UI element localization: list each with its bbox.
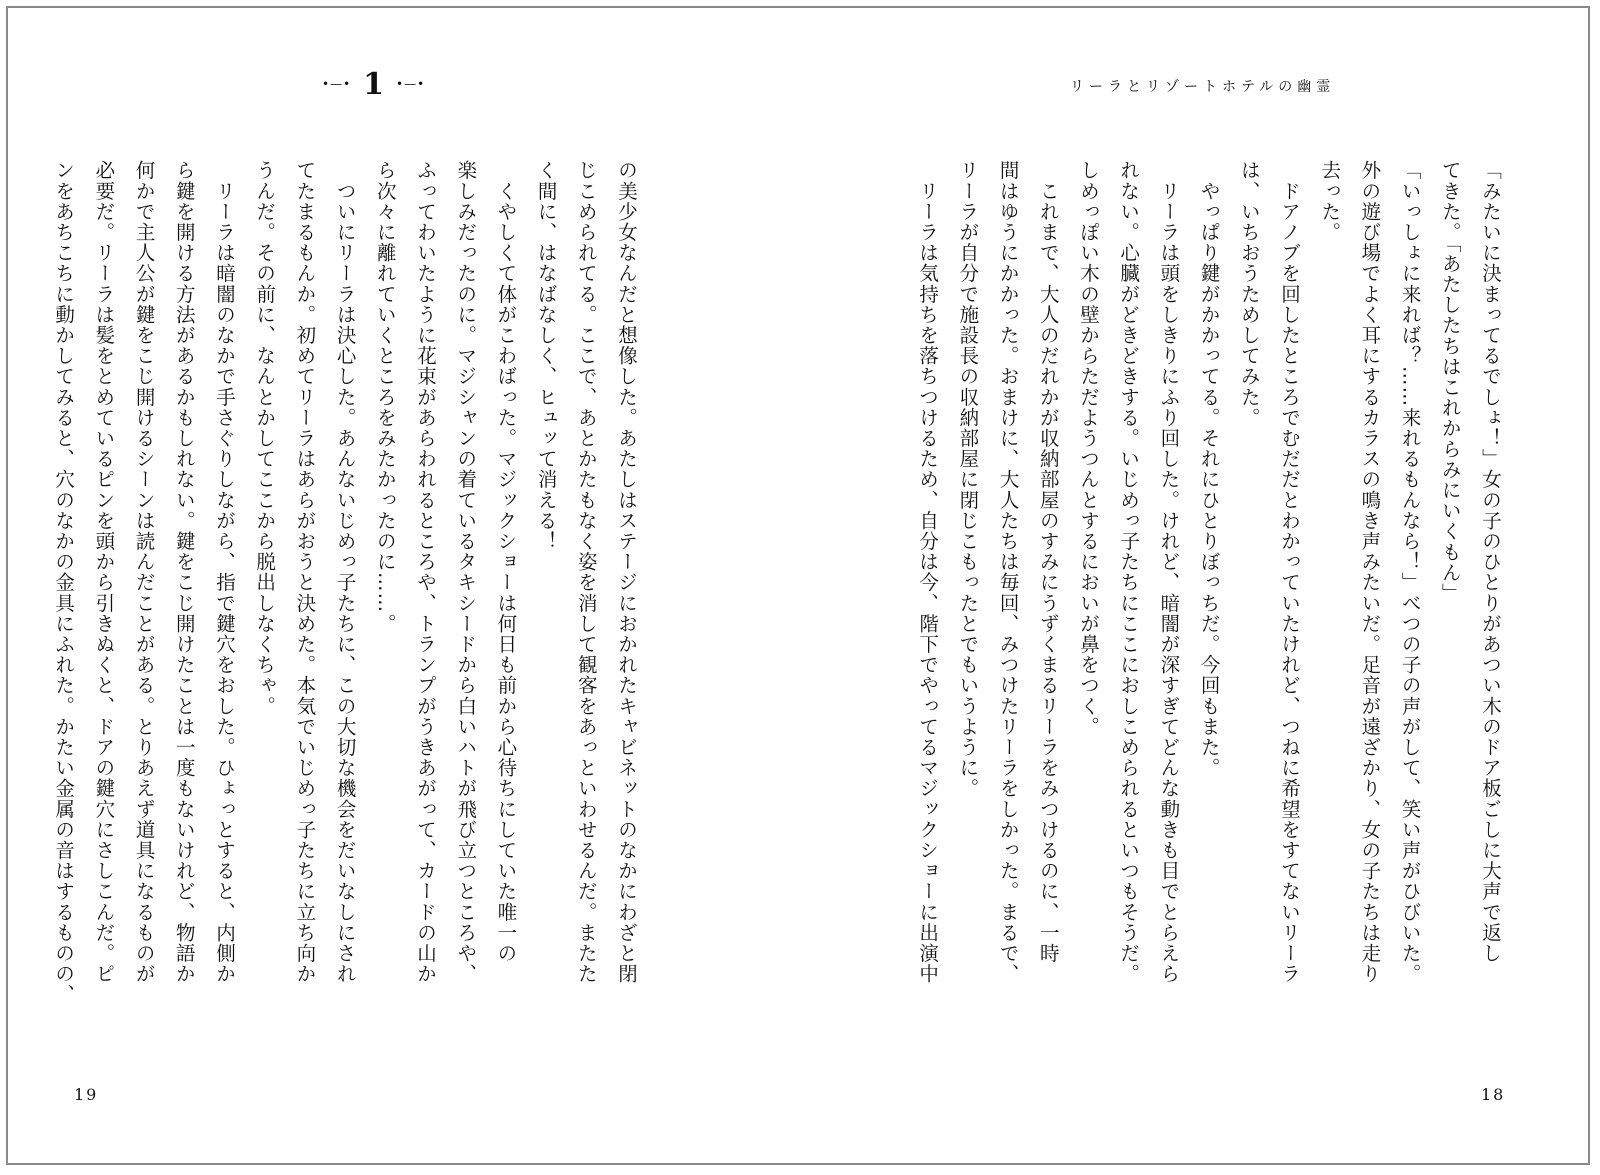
text-line: 「いっしょに来れば？……来れるもんなら！」べつの子の声がして、笑い声がひびいた。 [1398, 160, 1422, 984]
ornament-left: •—• [322, 77, 352, 91]
text-line: ドアノブを回したところでむだだとわかっていたけれど、つねに希望をすてないリーラ [1277, 160, 1301, 984]
chapter-number: 1 [363, 66, 385, 102]
text-line: ンをあちこちに動かしてみると、穴のなかの金具にふれた。かたい金属の音はするものの、 [52, 160, 76, 1005]
text-line: 楽しみだったのに。マジシャンの着ているタキシードから白いハトが飛び立つところや、 [454, 160, 478, 984]
text-line: 必要だ。リーラは髪をとめているピンを頭から引きぬくと、ドアの鍵穴にさしこんだ。ピ [92, 160, 116, 984]
text-line: てたまるもんか。初めてリーラはあらがおうと決めた。本気でいじめっ子たちに立ち向か [293, 160, 317, 984]
text-line: じこめられてる。ここで、あとかたもなく姿を消して観客をあっといわせるんだ。またた [574, 160, 598, 984]
text-line: ら鍵を開ける方法があるかもしれない。鍵をこじ開けたことは一度もないけれど、物語か [172, 160, 196, 984]
text-line: これまで、大人のだれかが収納部屋のすみにうずくまるリーラをみつけるのに、一時 [1036, 160, 1060, 964]
page-number-right: 18 [1481, 1085, 1506, 1104]
text-line: 外の遊び場でよく耳にするカラスの鳴き声みたいだ。足音が遠ざかり、女の子たちは走り [1358, 160, 1382, 984]
text-line: てきた。「あたしたちはこれからみにいくもん」 [1438, 160, 1462, 604]
text-line: リーラが自分で施設長の収納部屋に閉じこもったとでもいうように。 [956, 160, 980, 799]
text-line: は、いちおうためしてみた。 [1237, 160, 1261, 428]
right-page [798, 0, 1590, 1159]
ornament-right: •—• [396, 77, 426, 91]
right-body-text [916, 160, 1510, 1040]
left-page [6, 0, 798, 1159]
text-line: れない。心臓がどきどきする。いじめっ子たちにここにおしこめられるといつもそうだ。 [1117, 160, 1141, 984]
running-head-title: リーラとリゾートホテルの幽霊 [1070, 79, 1336, 95]
text-line: く間に、はなばなしく、ヒュッて消える！ [534, 160, 558, 552]
text-line: ついにリーラは決心した。あんないじめっ子たちに、この大切な機会をだいなしにされ [333, 160, 357, 984]
text-line: ら次々に離れていくところをみたかったのに……。 [373, 160, 397, 634]
chapter-mark [322, 64, 425, 104]
text-line: リーラは暗闇のなかで手さぐりしながら、指で鍵穴をおした。ひょっとすると、内側か [212, 160, 236, 984]
text-line: 去った。 [1318, 160, 1342, 243]
text-line: うんだ。その前に、なんとかしてここから脱出しなくちゃ。 [253, 160, 277, 717]
text-line: やっぱり鍵がかかってる。それにひとりぼっちだ。今回もまた。 [1197, 160, 1221, 778]
text-line: ふってわいたように花束があらわれるところや、トランプがうきあがって、カードの山か [413, 160, 437, 984]
text-line: 何かで主人公が鍵をこじ開けるシーンは読んだことがある。とりあえず道具になるものが [132, 160, 156, 984]
text-line: 「みたいに決まってるでしょ！」女の子のひとりがあつい木のドア板ごしに大声で返し [1479, 160, 1502, 964]
text-line: の美少女なんだと想像した。あたしはステージにおかれたキャビネットのなかにわざと閉 [615, 160, 638, 984]
text-line: しめっぽい木の壁からただようつんとするにおいが鼻をつく。 [1076, 160, 1100, 737]
left-body-text [52, 160, 646, 1040]
page-number-left: 19 [74, 1085, 99, 1104]
text-line: リーラは頭をしきりにふり回した。けれど、暗闇が深すぎてどんな動きも目でとらえら [1157, 160, 1181, 984]
text-line: くやしくて体がこわばった。マジックショーは何日も前から心待ちにしていた唯一の [494, 160, 518, 964]
text-line: 間はゆうにかかった。おまけに、大人たちは毎回、みつけたリーラをしかった。まるで、 [996, 160, 1020, 984]
text-line: リーラは気持ちを落ちつけるため、自分は今、階下でやってるマジックショーに出演中 [916, 160, 940, 984]
